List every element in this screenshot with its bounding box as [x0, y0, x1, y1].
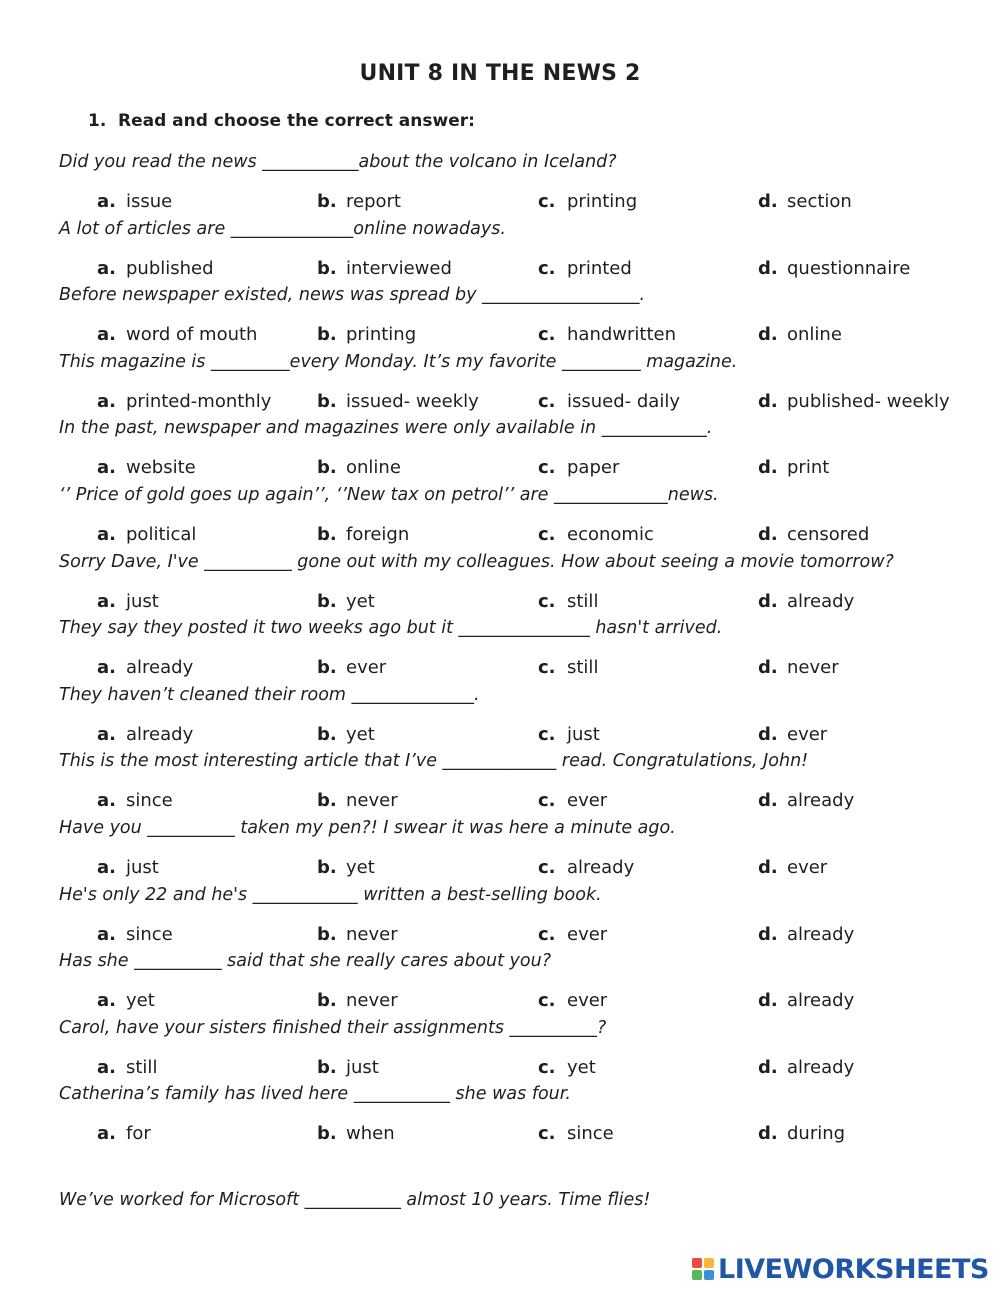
answer-option[interactable]: [317, 391, 479, 412]
answer-option[interactable]: [97, 524, 196, 545]
answer-option[interactable]: [97, 857, 159, 878]
option-letter: d.: [758, 1056, 778, 1078]
question-text: ‘’ Price of gold goes up again’’, ‘’New tax on petrol’’ are _____________news.: [59, 485, 719, 505]
option-letter: d.: [758, 524, 778, 545]
option-text: just: [346, 1056, 379, 1078]
option-letter: b.: [317, 1123, 337, 1145]
option-letter: a.: [97, 390, 116, 412]
option-text: printed-monthly: [126, 390, 272, 412]
option-text: never: [787, 657, 839, 679]
answer-option[interactable]: [538, 1123, 614, 1144]
option-letter: a.: [97, 923, 116, 945]
answer-options: [97, 857, 997, 881]
option-text: censored: [787, 524, 870, 545]
option-text: still: [567, 657, 599, 679]
option-text: since: [126, 923, 173, 945]
answer-option[interactable]: [317, 591, 375, 612]
option-letter: c.: [538, 990, 556, 1012]
answer-option[interactable]: [317, 724, 375, 745]
answer-option[interactable]: [758, 457, 829, 478]
option-letter: d.: [758, 857, 778, 878]
answer-option[interactable]: [538, 924, 607, 945]
option-letter: c.: [538, 457, 556, 479]
option-text: foreign: [346, 524, 410, 545]
answer-options: [97, 1057, 997, 1081]
option-letter: a.: [97, 191, 116, 212]
answer-option[interactable]: [758, 524, 869, 545]
option-letter: c.: [538, 657, 556, 679]
answer-option[interactable]: [317, 790, 398, 811]
option-text: just: [567, 723, 600, 745]
option-text: ever: [567, 923, 608, 945]
option-text: yet: [346, 857, 375, 878]
answer-option[interactable]: [97, 724, 193, 745]
option-letter: d.: [758, 723, 778, 745]
instruction: [88, 111, 475, 131]
option-letter: d.: [758, 324, 778, 346]
option-text: word of mouth: [126, 324, 258, 346]
option-text: paper: [567, 457, 620, 479]
answer-option[interactable]: [97, 258, 214, 279]
option-text: yet: [567, 1056, 596, 1078]
option-text: just: [126, 590, 159, 612]
option-letter: b.: [317, 390, 337, 412]
answer-options: [97, 724, 997, 748]
option-text: when: [346, 1123, 395, 1145]
answer-options: [97, 191, 997, 215]
option-letter: a.: [97, 590, 116, 612]
option-letter: d.: [758, 257, 778, 279]
answer-option[interactable]: [317, 657, 386, 678]
option-text: just: [126, 857, 159, 878]
option-letter: a.: [97, 324, 116, 346]
answer-option[interactable]: [317, 990, 398, 1011]
option-text: online: [346, 457, 401, 479]
answer-option[interactable]: [758, 591, 854, 612]
option-text: published- weekly: [787, 390, 950, 412]
option-text: already: [567, 857, 635, 878]
option-letter: c.: [538, 590, 556, 612]
answer-option[interactable]: [97, 191, 172, 212]
option-text: since: [567, 1123, 614, 1145]
answer-option[interactable]: [317, 258, 452, 279]
option-letter: a.: [97, 1056, 116, 1078]
question-text: This is the most interesting article that I’ve _____________ read. Congratulations, John!: [59, 751, 809, 772]
answer-options: [97, 324, 997, 348]
answer-option[interactable]: [758, 924, 854, 945]
option-letter: b.: [317, 790, 337, 812]
answer-option[interactable]: [317, 191, 401, 212]
option-text: already: [126, 657, 194, 679]
option-letter: c.: [538, 923, 556, 945]
answer-options: [97, 524, 997, 548]
option-letter: c.: [538, 790, 556, 812]
logo-mark-icon: [692, 1258, 714, 1280]
option-letter: d.: [758, 191, 778, 212]
question-text: Have you __________ taken my pen?! I swear it was here a minute ago.: [59, 818, 676, 838]
option-letter: d.: [758, 1123, 778, 1145]
option-letter: d.: [758, 457, 778, 479]
option-letter: a.: [97, 990, 116, 1012]
answer-options: [97, 790, 997, 814]
question-text: They haven’t cleaned their room ______________.: [59, 684, 480, 705]
option-letter: a.: [97, 857, 116, 878]
option-letter: a.: [97, 657, 116, 679]
answer-options: [97, 657, 997, 681]
question-text: Carol, have your sisters finished their assignments __________?: [59, 1017, 607, 1038]
option-text: still: [567, 590, 599, 612]
answer-option[interactable]: [97, 457, 196, 478]
answer-options: [97, 924, 997, 948]
option-text: yet: [126, 990, 155, 1012]
option-text: issued- daily: [567, 390, 680, 412]
option-letter: b.: [317, 191, 337, 212]
answer-option[interactable]: [758, 790, 854, 811]
answer-options: [97, 391, 997, 415]
option-letter: a.: [97, 257, 116, 279]
option-text: website: [126, 457, 196, 479]
option-letter: d.: [758, 790, 778, 812]
answer-option[interactable]: [758, 191, 852, 212]
answer-option[interactable]: [538, 191, 637, 212]
option-letter: b.: [317, 590, 337, 612]
option-text: questionnaire: [787, 257, 911, 279]
option-text: section: [787, 191, 852, 212]
option-text: already: [787, 990, 855, 1012]
option-letter: b.: [317, 923, 337, 945]
option-text: online: [787, 324, 842, 346]
liveworksheets-logo: [692, 1253, 989, 1285]
question-text: They say they posted it two weeks ago but it _______________ hasn't arrived.: [59, 618, 723, 639]
option-text: published: [126, 257, 214, 279]
option-text: already: [787, 790, 855, 812]
answer-option[interactable]: [317, 1123, 395, 1144]
answer-option[interactable]: [317, 524, 409, 545]
option-letter: c.: [538, 723, 556, 745]
answer-option[interactable]: [758, 258, 910, 279]
answer-options: [97, 1123, 997, 1147]
option-letter: c.: [538, 1123, 556, 1145]
question-text: Did you read the news ___________about the volcano in Iceland?: [59, 152, 617, 172]
answer-option[interactable]: [538, 324, 676, 345]
answer-option[interactable]: [758, 657, 839, 678]
option-letter: a.: [97, 524, 116, 545]
option-letter: a.: [97, 790, 116, 812]
option-letter: a.: [97, 1123, 116, 1145]
option-letter: d.: [758, 923, 778, 945]
option-text: political: [126, 524, 197, 545]
answer-option[interactable]: [758, 724, 827, 745]
option-letter: b.: [317, 657, 337, 679]
option-text: ever: [567, 990, 608, 1012]
answer-option[interactable]: [538, 457, 619, 478]
option-text: already: [787, 590, 855, 612]
option-text: since: [126, 790, 173, 812]
answer-option[interactable]: [538, 990, 607, 1011]
option-text: already: [126, 723, 194, 745]
answer-options: [97, 258, 997, 282]
option-text: printing: [346, 324, 417, 346]
option-letter: d.: [758, 657, 778, 679]
option-letter: c.: [538, 324, 556, 346]
final-question-text: We’ve worked for Microsoft ___________ almost 10 years. Time flies!: [59, 1190, 651, 1210]
answer-options: [97, 591, 997, 615]
answer-option[interactable]: [317, 324, 416, 345]
option-text: print: [787, 457, 830, 479]
answer-option[interactable]: [97, 924, 173, 945]
answer-option[interactable]: [758, 990, 854, 1011]
option-text: never: [346, 790, 398, 812]
answer-option[interactable]: [758, 391, 950, 412]
option-letter: b.: [317, 324, 337, 346]
answer-option[interactable]: [538, 790, 607, 811]
option-text: report: [346, 191, 401, 212]
answer-option[interactable]: [317, 457, 401, 478]
answer-options: [97, 457, 997, 481]
option-text: interviewed: [346, 257, 452, 279]
answer-option[interactable]: [538, 657, 598, 678]
option-letter: a.: [97, 457, 116, 479]
option-text: issue: [126, 191, 173, 212]
option-text: yet: [346, 723, 375, 745]
option-letter: b.: [317, 990, 337, 1012]
answer-option[interactable]: [538, 857, 634, 878]
option-letter: c.: [538, 390, 556, 412]
option-text: ever: [346, 657, 387, 679]
option-text: printing: [567, 191, 638, 212]
answer-option[interactable]: [758, 1123, 845, 1144]
option-text: ever: [787, 857, 828, 878]
question-text: In the past, newspaper and magazines were only available in ____________.: [59, 418, 713, 439]
option-text: printed: [567, 257, 632, 279]
option-letter: b.: [317, 857, 337, 878]
answer-option[interactable]: [97, 1057, 157, 1078]
answer-option[interactable]: [538, 524, 654, 545]
answer-option[interactable]: [538, 258, 632, 279]
answer-option[interactable]: [317, 1057, 379, 1078]
option-letter: b.: [317, 524, 337, 545]
instruction-number: 1.: [88, 111, 107, 131]
option-letter: d.: [758, 990, 778, 1012]
answer-option[interactable]: [538, 1057, 596, 1078]
answer-option[interactable]: [317, 924, 398, 945]
answer-option[interactable]: [758, 324, 842, 345]
option-letter: b.: [317, 457, 337, 479]
question-text: He's only 22 and he's ____________ written a best-selling book.: [59, 884, 602, 905]
answer-option[interactable]: [758, 1057, 854, 1078]
option-letter: c.: [538, 257, 556, 279]
option-letter: b.: [317, 723, 337, 745]
answer-option[interactable]: [97, 1123, 151, 1144]
option-letter: d.: [758, 390, 778, 412]
option-text: ever: [787, 723, 828, 745]
answer-option[interactable]: [97, 324, 257, 345]
option-letter: a.: [97, 723, 116, 745]
question-text: Has she __________ said that she really cares about you?: [59, 951, 551, 972]
option-text: issued- weekly: [346, 390, 479, 412]
option-letter: c.: [538, 857, 556, 878]
option-text: never: [346, 923, 398, 945]
option-letter: c.: [538, 1056, 556, 1078]
option-letter: c.: [538, 191, 556, 212]
page-title: UNIT 8 IN THE NEWS 2: [359, 61, 641, 86]
option-text: never: [346, 990, 398, 1012]
option-letter: c.: [538, 524, 556, 545]
option-text: economic: [567, 524, 654, 545]
answer-option[interactable]: [317, 857, 375, 878]
answer-option[interactable]: [97, 790, 173, 811]
answer-option[interactable]: [97, 391, 271, 412]
answer-option[interactable]: [97, 657, 193, 678]
answer-option[interactable]: [538, 391, 680, 412]
question-text: Sorry Dave, I've __________ gone out with my colleagues. How about seeing a movie tomorrow?: [59, 551, 894, 572]
option-text: yet: [346, 590, 375, 612]
option-letter: b.: [317, 257, 337, 279]
answer-option[interactable]: [758, 857, 827, 878]
answer-option[interactable]: [538, 591, 598, 612]
question-text: Catherina’s family has lived here ___________ she was four.: [59, 1084, 571, 1105]
question-text: A lot of articles are ______________online nowadays.: [59, 218, 506, 239]
answer-option[interactable]: [538, 724, 600, 745]
option-text: handwritten: [567, 324, 676, 346]
option-text: ever: [567, 790, 608, 812]
logo-text: LIVEWORKSHEETS: [718, 1253, 989, 1285]
answer-option[interactable]: [97, 990, 155, 1011]
answer-option[interactable]: [97, 591, 159, 612]
option-text: already: [787, 1056, 855, 1078]
option-letter: b.: [317, 1056, 337, 1078]
answer-options: [97, 990, 997, 1014]
option-text: still: [126, 1056, 158, 1078]
question-text: Before newspaper existed, news was spread by __________________.: [59, 285, 646, 306]
instruction-text: Read and choose the correct answer:: [118, 111, 475, 131]
option-text: already: [787, 923, 855, 945]
option-letter: d.: [758, 590, 778, 612]
question-text: This magazine is _________every Monday. It’s my favorite _________ magazine.: [59, 351, 738, 372]
option-text: during: [787, 1123, 846, 1145]
option-text: for: [126, 1123, 151, 1145]
